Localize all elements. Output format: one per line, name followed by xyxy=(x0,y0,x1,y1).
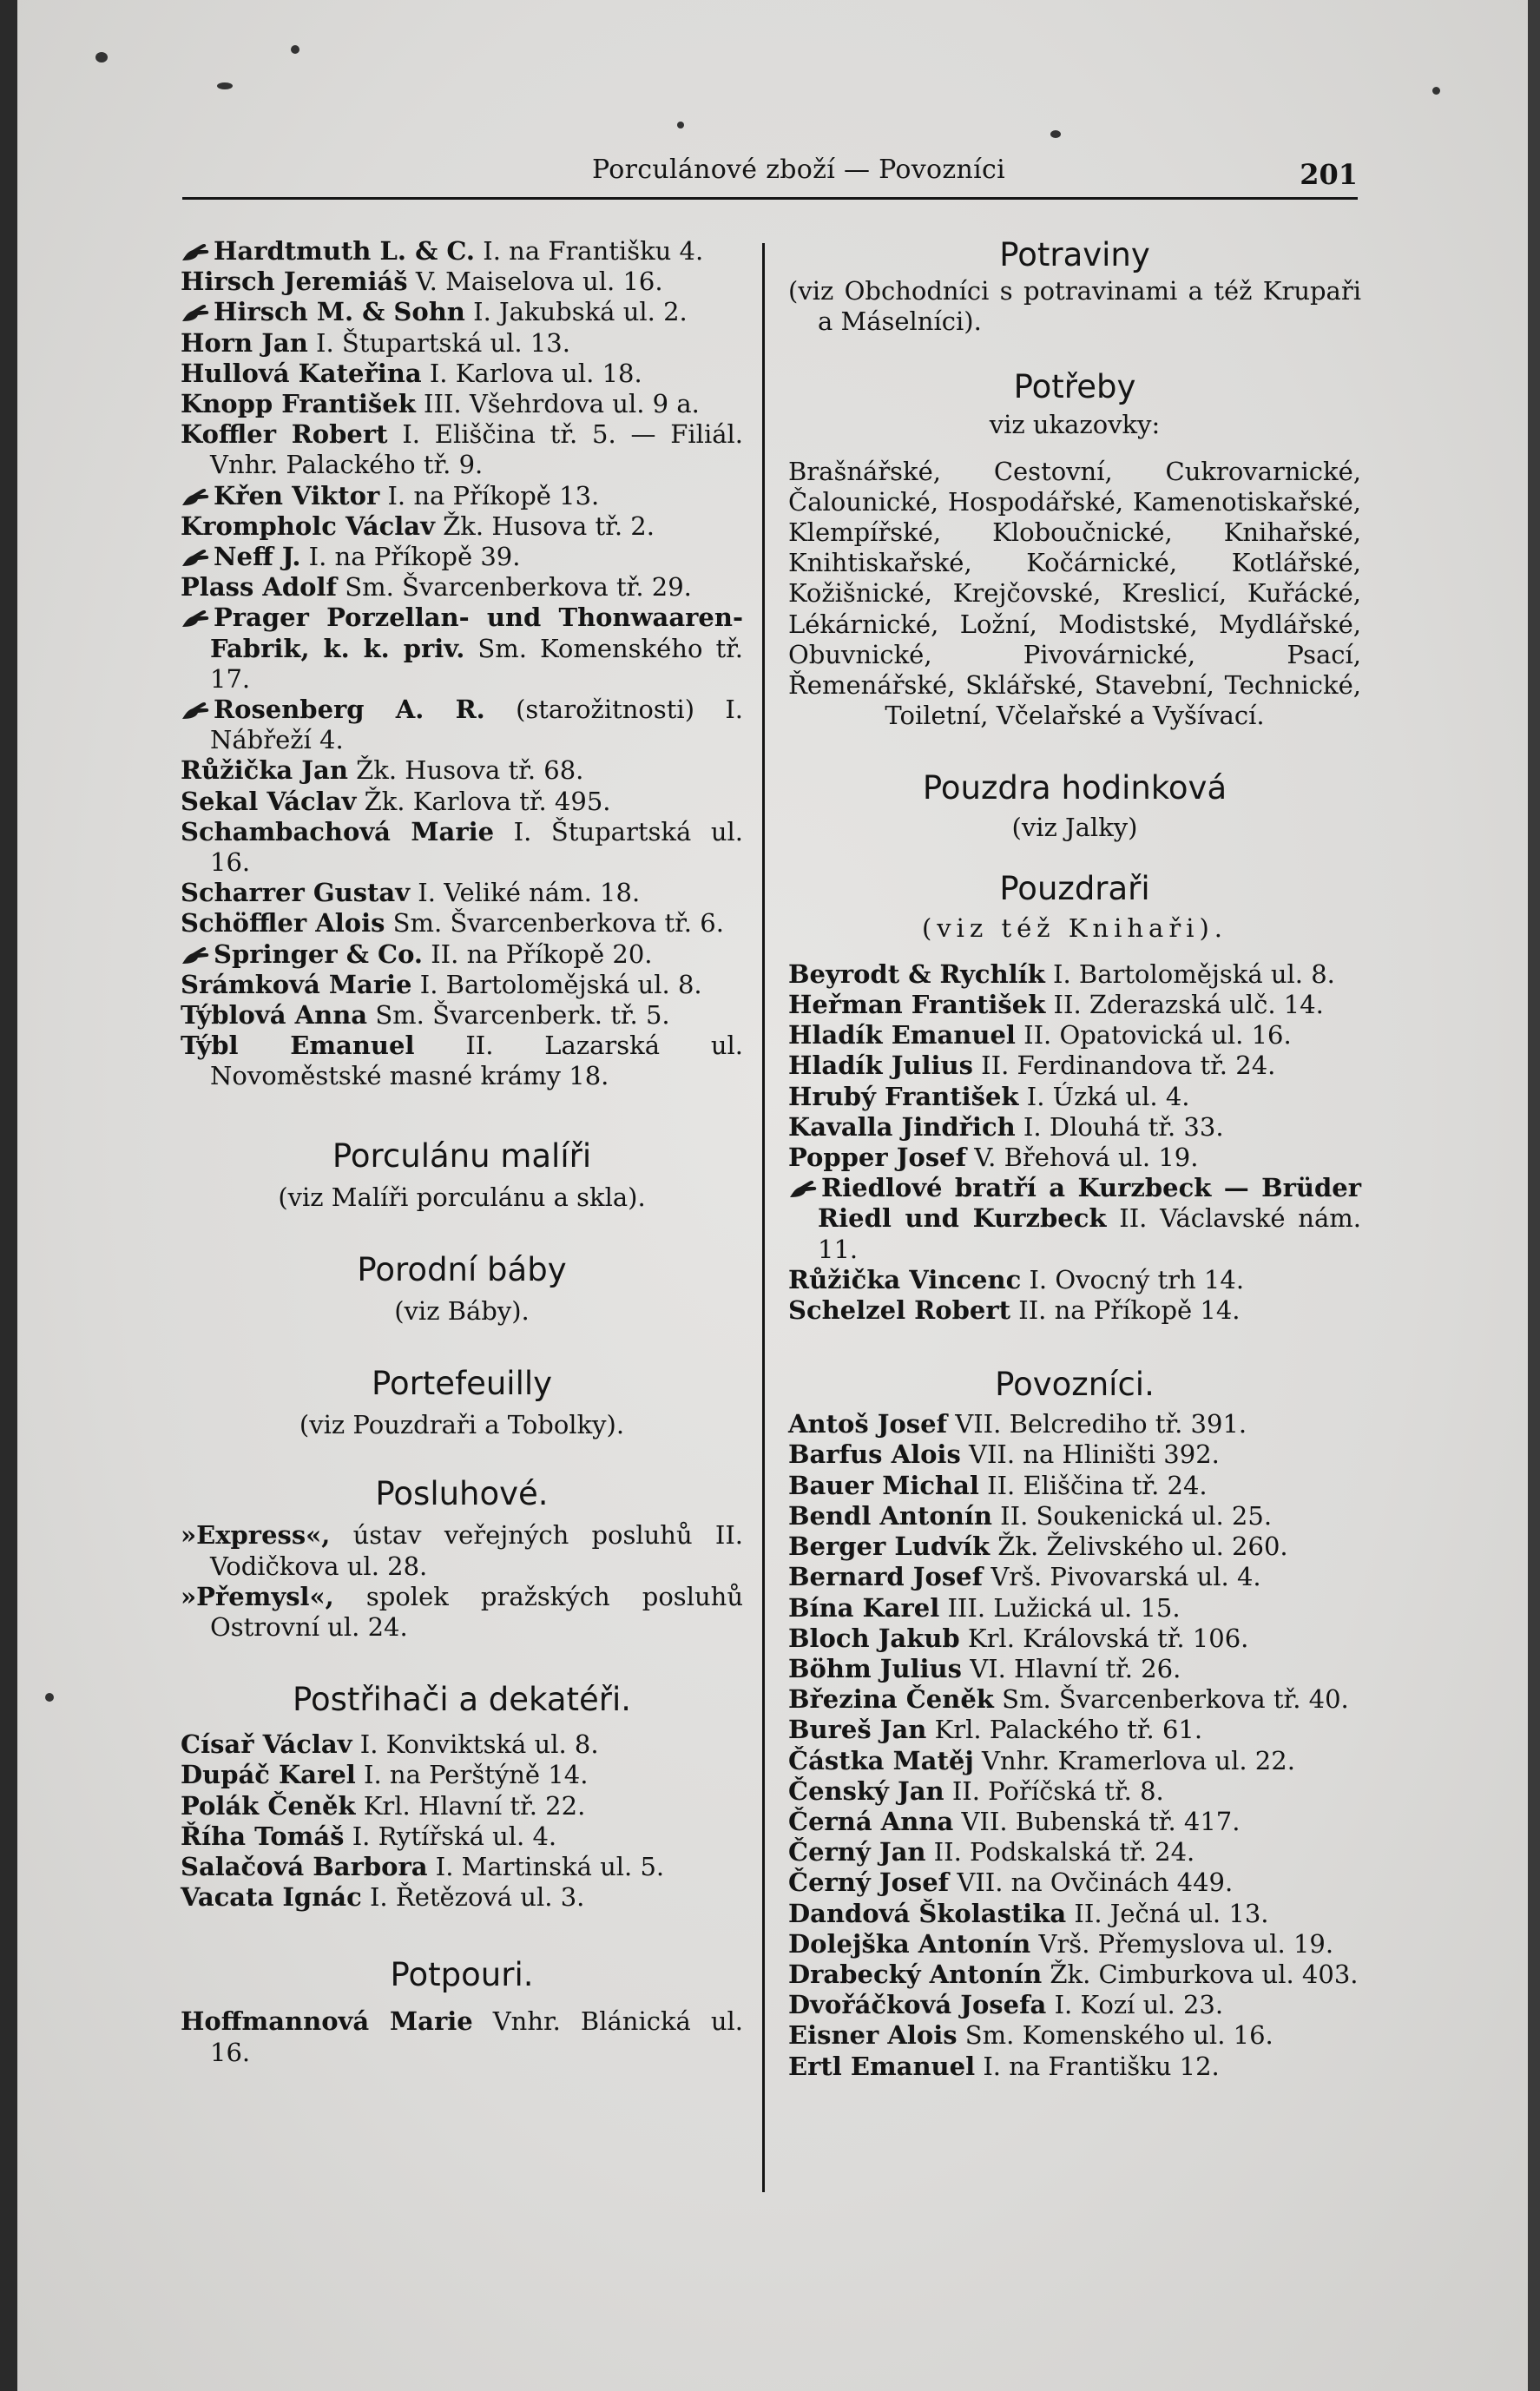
section-heading-portefeuilly: Portefeuilly xyxy=(371,1365,553,1403)
entry-name: Růžička Vincenc xyxy=(788,1264,1022,1294)
pointing-hand-icon xyxy=(788,1176,818,1199)
directory-entry xyxy=(181,236,743,267)
entry-address: VII. Belcrediho tř. 391. xyxy=(955,1409,1247,1439)
entry-address: Vnhr. Blánická ul. 16. xyxy=(210,2006,743,2067)
entry-address: II. Ječná ul. 13. xyxy=(1074,1898,1269,1928)
header-rule xyxy=(182,197,1358,200)
entry-address: I. Jakubská ul. 2. xyxy=(473,297,688,327)
entry-name: Křen Viktor xyxy=(214,480,380,510)
directory-entry xyxy=(788,1265,1361,1295)
entry-address: I. Štupartská ul. 16. xyxy=(210,816,743,878)
pointing-hand-icon xyxy=(181,300,210,323)
entry-name: Ertl Emanuel xyxy=(788,2051,976,2081)
section-heading-potraviny: Potraviny xyxy=(999,236,1150,273)
directory-entry xyxy=(788,1020,1361,1051)
entry-address: Sm. Švarcenberk. tř. 5. xyxy=(375,1000,670,1031)
potpouri-list xyxy=(181,2006,743,2067)
pointing-hand-icon xyxy=(181,606,210,629)
entry-name: Hirsch Jeremiáš xyxy=(181,267,408,297)
ink-speck xyxy=(291,45,299,54)
right-column xyxy=(788,236,1361,2082)
directory-entry xyxy=(181,970,743,1000)
entry-address: VI. Hlavní tř. 26. xyxy=(970,1653,1181,1683)
entry-name: Hirsch M. & Sohn xyxy=(214,297,465,327)
directory-entry xyxy=(181,1582,743,1643)
directory-entry xyxy=(181,603,743,695)
entry-address: VII. na Ovčinách 449. xyxy=(957,1867,1234,1898)
entry-name: Týblová Anna xyxy=(181,1000,368,1031)
entry-address: Sm. Švarcenberkova tř. 40. xyxy=(1002,1684,1349,1715)
section-note-portefeuilly: (viz Pouzdraři a Tobolky). xyxy=(299,1410,625,1440)
entry-name: Böhm Julius xyxy=(788,1653,962,1683)
ink-speck xyxy=(677,122,684,128)
section-heading-potreby: Potřeby xyxy=(1013,368,1136,406)
directory-entry xyxy=(788,1654,1361,1684)
entry-address: I. Konviktská ul. 8. xyxy=(359,1729,599,1760)
left-column xyxy=(181,236,743,2068)
entry-name: Heřman František xyxy=(788,990,1046,1020)
entry-name: Týbl Emanuel xyxy=(181,1031,415,1061)
entry-address: II. Soukenická ul. 25. xyxy=(1000,1500,1273,1531)
entry-name: Dandová Školastika xyxy=(788,1898,1067,1928)
entry-address: I. Martinská ul. 5. xyxy=(435,1851,665,1881)
entry-name: Březina Čeněk xyxy=(788,1684,994,1715)
pouzdrari-list xyxy=(788,959,1361,1326)
entry-name: Plass Adolf xyxy=(181,572,337,603)
entry-address: I. Bartolomějská ul. 8. xyxy=(419,969,702,999)
entry-name: Beyrodt & Rychlík xyxy=(788,958,1045,989)
entry-address: II. Opatovická ul. 16. xyxy=(1023,1020,1292,1051)
entry-address: I. Veliké nám. 18. xyxy=(418,878,641,908)
directory-entry xyxy=(788,1776,1361,1807)
entry-address: I. Eliščina tř. 5. — Filiál. Vnhr. Palackého tř. 9. xyxy=(210,419,744,480)
entry-address: I. Rytířská ul. 4. xyxy=(352,1821,557,1851)
entry-name: Drabecký Antonín xyxy=(788,1959,1043,1989)
entry-address: Vrš. Přemyslova ul. 19. xyxy=(1038,1928,1334,1959)
section-heading-porculanu-malíři: Porculánu malíři xyxy=(332,1136,592,1175)
ink-speck xyxy=(1432,87,1440,95)
entry-name: Růžička Jan xyxy=(181,755,348,786)
entry-name: Koffler Robert xyxy=(181,419,388,450)
directory-entry xyxy=(181,328,743,359)
directory-entry xyxy=(181,1520,743,1581)
directory-entry xyxy=(181,419,743,480)
entry-name: Neff J. xyxy=(214,542,301,572)
entry-address: I. Úzká ul. 4. xyxy=(1026,1081,1190,1111)
entry-name: Dolejška Antonín xyxy=(788,1928,1031,1959)
directory-entry xyxy=(788,1593,1361,1624)
entry-address: ústav veřejných posluhů II. Vodičkova ul. 28. xyxy=(210,1520,743,1581)
entry-name: »Přemysl«, xyxy=(181,1581,334,1611)
directory-entry xyxy=(181,1729,743,1760)
directory-entry xyxy=(788,2020,1361,2051)
entry-address: spolek pražských posluhů Ostrovní ul. 24. xyxy=(210,1581,743,1642)
entry-name: Horn Jan xyxy=(181,327,308,358)
directory-entry xyxy=(788,1960,1361,1990)
entry-name: Schambachová Marie xyxy=(181,816,495,846)
entry-address: II. Zderazská ulč. 14. xyxy=(1053,990,1324,1020)
directory-entry xyxy=(788,1409,1361,1439)
entry-name: Eisner Alois xyxy=(788,2020,958,2051)
entry-name: Barfus Alois xyxy=(788,1439,961,1470)
entry-address: V. Maiselova ul. 16. xyxy=(415,267,663,297)
pointing-hand-icon xyxy=(181,943,210,965)
entry-name: Sekal Václav xyxy=(181,786,357,816)
directory-entry xyxy=(788,1112,1361,1143)
entry-address: Vnhr. Kramerlova ul. 22. xyxy=(982,1745,1295,1775)
directory-entry xyxy=(788,1531,1361,1562)
section-heading-posluhove: Posluhové. xyxy=(375,1475,549,1513)
pointing-hand-icon xyxy=(181,698,210,721)
entry-address: I. Kozí ul. 23. xyxy=(1054,1990,1224,2020)
entry-address: Žk. Husova tř. 68. xyxy=(356,755,584,786)
entry-address: II. Lazarská ul. Novoměstské masné krámy 18. xyxy=(210,1031,743,1091)
entry-name: Prager Porzellan- und Thonwaaren-Fabrik, k. k. priv. xyxy=(210,603,743,663)
entry-address: Krl. Palackého tř. 61. xyxy=(934,1715,1203,1745)
entry-name: Springer & Co. xyxy=(214,939,423,969)
entry-address: Krl. Královská tř. 106. xyxy=(967,1623,1249,1653)
entry-name: Hladík Julius xyxy=(788,1051,973,1081)
entry-address: III. Všehrdova ul. 9 a. xyxy=(424,389,700,419)
directory-entry xyxy=(788,1929,1361,1960)
directory-entry xyxy=(788,1746,1361,1776)
entry-name: Bureš Jan xyxy=(788,1715,927,1745)
entry-address: I. Karlova ul. 18. xyxy=(429,358,642,388)
entry-address: I. na Příkopě 39. xyxy=(308,542,521,572)
entry-address: Žk. Husova tř. 2. xyxy=(443,510,655,541)
entry-name: Dupáč Karel xyxy=(181,1760,356,1790)
directory-entry xyxy=(181,1791,743,1821)
section-heading-porodni-baby: Porodní báby xyxy=(357,1250,567,1288)
entry-address: I. na Perštýně 14. xyxy=(364,1760,589,1790)
directory-entry xyxy=(181,817,743,878)
postrihaci-list xyxy=(181,1729,743,1913)
entry-address: I. Ovocný trh 14. xyxy=(1029,1264,1245,1294)
entry-name: Černý Josef xyxy=(788,1867,950,1898)
entry-name: Říha Tomáš xyxy=(181,1821,345,1851)
entry-name: Hardtmuth L. & C. xyxy=(214,236,476,266)
directory-entry xyxy=(788,1082,1361,1112)
entry-address: II. Eliščina tř. 24. xyxy=(987,1470,1208,1500)
directory-entry xyxy=(788,1143,1361,1173)
directory-entry xyxy=(181,389,743,419)
directory-entry xyxy=(181,1031,743,1091)
entry-name: Hoffmannová Marie xyxy=(181,2006,473,2037)
directory-entry xyxy=(788,1990,1361,2020)
entry-address: Sm. Švarcenberkova tř. 29. xyxy=(345,572,692,603)
directory-entry xyxy=(181,908,743,939)
entry-name: Bendl Antonín xyxy=(788,1500,992,1531)
entry-address: I. na Františku 4. xyxy=(483,236,704,266)
entry-name: »Express«, xyxy=(181,1520,331,1551)
column-divider xyxy=(762,243,765,2192)
entry-address: II. Ferdinandova tř. 24. xyxy=(981,1051,1276,1081)
entry-name: Bernard Josef xyxy=(788,1562,984,1592)
entry-address: Sm. Komenského ul. 16. xyxy=(964,2020,1273,2051)
directory-entry xyxy=(181,2006,743,2067)
directory-entry xyxy=(181,481,743,511)
entry-name: Černá Anna xyxy=(788,1806,954,1836)
entry-name: Salačová Barbora xyxy=(181,1851,428,1881)
ink-speck xyxy=(95,52,108,63)
entry-address: I. na Františku 12. xyxy=(983,2051,1220,2081)
section-heading-potpouri: Potpouri. xyxy=(390,1956,534,1994)
directory-entry xyxy=(181,1760,743,1790)
povoznici-list xyxy=(788,1409,1361,2081)
directory-entry xyxy=(788,1173,1361,1265)
section-heading-pouzdrari: Pouzdraři xyxy=(999,869,1150,907)
directory-entry xyxy=(788,1684,1361,1715)
directory-entry xyxy=(788,1471,1361,1501)
entry-name: Hullová Kateřina xyxy=(181,358,422,388)
entry-address: Žk. Želivského ul. 260. xyxy=(997,1531,1288,1562)
directory-entry xyxy=(181,755,743,786)
entry-address: VII. Bubenská tř. 417. xyxy=(961,1806,1241,1836)
entry-address: (starožitnosti) I. Nábřeží 4. xyxy=(210,695,743,755)
directory-entry xyxy=(181,1821,743,1852)
section-note-porculanu-malíři: (viz Malíři porculánu a skla). xyxy=(278,1182,646,1212)
entry-address: II. Podskalská tř. 24. xyxy=(933,1837,1195,1867)
directory-entry xyxy=(181,939,743,970)
entry-address: V. Břehová ul. 19. xyxy=(974,1143,1199,1173)
entry-name: Krompholc Václav xyxy=(181,510,435,541)
ink-speck xyxy=(1050,130,1061,138)
entry-address: I. Štupartská ul. 13. xyxy=(316,327,570,358)
entry-name: Bína Karel xyxy=(788,1592,940,1623)
entry-name: Vacata Ignác xyxy=(181,1882,362,1913)
entry-name: Hrubý František xyxy=(788,1081,1019,1111)
ink-speck xyxy=(217,82,233,89)
entry-name: Bauer Michal xyxy=(788,1470,979,1500)
pointing-hand-icon xyxy=(181,484,210,507)
directory-entry xyxy=(788,1624,1361,1654)
directory-entry xyxy=(788,1837,1361,1867)
directory-entry xyxy=(181,1882,743,1913)
left-page-edge xyxy=(0,0,17,2391)
entry-address: VII. na Hliništi 392. xyxy=(969,1439,1220,1470)
entry-name: Schöffler Alois xyxy=(181,908,385,939)
entry-address: Sm. Švarcenberkova tř. 6. xyxy=(392,908,724,939)
entry-name: Scharrer Gustav xyxy=(181,878,411,908)
entry-address: II. Poříčská tř. 8. xyxy=(951,1775,1164,1806)
section-note-pouzdra-hodinkova: (viz Jalky) xyxy=(1011,813,1138,843)
running-title: Porculánové zboží — Povozníci xyxy=(592,155,1005,185)
entry-address: I. Bartolomějská ul. 8. xyxy=(1053,958,1335,989)
posluhove-list xyxy=(181,1520,743,1643)
ink-speck xyxy=(45,1693,54,1702)
section-note-pouzdrari: (viz též Knihaři). xyxy=(921,912,1228,943)
entry-address: III. Lužická ul. 15. xyxy=(947,1592,1181,1623)
entry-address: Vrš. Pivovarská ul. 4. xyxy=(990,1562,1261,1592)
entry-name: Polák Čeněk xyxy=(181,1790,356,1821)
entry-address: I. Dlouhá tř. 33. xyxy=(1023,1111,1224,1142)
section-heading-povoznici: Povozníci. xyxy=(995,1366,1155,1404)
directory-entry xyxy=(788,2052,1361,2082)
directory-entry xyxy=(181,1000,743,1031)
page-number: 201 xyxy=(1300,158,1358,191)
entry-name: Dvořáčková Josefa xyxy=(788,1990,1047,2020)
entry-name: Císař Václav xyxy=(181,1729,352,1760)
directory-entry xyxy=(788,1439,1361,1470)
entry-name: Srámková Marie xyxy=(181,969,412,999)
entry-name: Černý Jan xyxy=(788,1837,926,1867)
entry-address: Krl. Hlavní tř. 22. xyxy=(363,1790,586,1821)
entry-name: Popper Josef xyxy=(788,1143,967,1173)
entry-name: Antoš Josef xyxy=(788,1409,948,1439)
directory-entry xyxy=(181,511,743,542)
directory-entry xyxy=(181,787,743,817)
directory-entry xyxy=(788,1295,1361,1326)
directory-entry xyxy=(181,878,743,908)
right-page-edge xyxy=(1528,0,1540,2391)
directory-entry xyxy=(181,572,743,603)
directory-entry xyxy=(181,267,743,297)
directory-entry xyxy=(181,297,743,327)
entry-address: Žk. Karlova tř. 495. xyxy=(364,786,611,816)
section-note-porodni-baby: (viz Báby). xyxy=(394,1295,530,1326)
directory-entry xyxy=(788,1867,1361,1898)
pointing-hand-icon xyxy=(181,545,210,568)
entry-address: II. Václavské nám. 11. xyxy=(818,1203,1361,1264)
directory-entry xyxy=(181,359,743,389)
section-heading-pouzdra-hodinkova: Pouzdra hodinková xyxy=(922,769,1227,807)
entry-address: I. Řetězová ul. 3. xyxy=(369,1882,585,1913)
directory-entry xyxy=(181,695,743,755)
directory-entry xyxy=(181,542,743,572)
entry-name: Rosenberg A. R. xyxy=(214,695,485,725)
entry-address: II. na Příkopě 14. xyxy=(1018,1295,1241,1326)
directory-entry xyxy=(788,1562,1361,1592)
section-note-potraviny: (viz Obchodníci s potravinami a též Krupaři a Máselníci). xyxy=(788,276,1361,337)
porcelain-continuation-list xyxy=(181,236,743,1092)
potreby-list-text: Brašnářské, Cestovní, Cukrovarnické, Čalounické, Hospodářské, Kamenotiskařské, Klempířské, Kloboučnické, Knihařské, Knihtiskařské, Kočárnické, Kotlářské, Kožišnické, Krejčovské, Kreslicí, Kuřácké, Lékárnické, Ložní, Modistské, Mydlářské, Obuvnické, Pivovárnické, Psací, Řemenářské, Sklářské, Stavební, Technické, Toiletní, Včelařské a Vyšívací. xyxy=(788,456,1361,731)
section-note-potreby: viz ukazovky: xyxy=(989,410,1161,440)
entry-name: Riedlové bratří a Kurzbeck — Brüder Riedl und Kurzbeck xyxy=(818,1173,1361,1234)
entry-address: Sm. Komenského tř. 17. xyxy=(210,633,743,694)
section-heading-postrihaci: Postřihači a dekatéři. xyxy=(292,1681,632,1719)
entry-name: Schelzel Robert xyxy=(788,1295,1011,1326)
directory-entry xyxy=(788,990,1361,1020)
entry-address: Žk. Cimburkova ul. 403. xyxy=(1050,1959,1359,1989)
directory-entry xyxy=(181,1852,743,1882)
directory-entry xyxy=(788,1715,1361,1745)
entry-name: Bloch Jakub xyxy=(788,1623,960,1653)
directory-entry xyxy=(788,1899,1361,1929)
entry-name: Hladík Emanuel xyxy=(788,1020,1016,1051)
entry-name: Knopp František xyxy=(181,389,416,419)
entry-name: Kavalla Jindřich xyxy=(788,1111,1016,1142)
pointing-hand-icon xyxy=(181,240,210,262)
directory-entry xyxy=(788,1501,1361,1531)
entry-address: II. na Příkopě 20. xyxy=(431,939,653,969)
entry-name: Čenský Jan xyxy=(788,1775,944,1806)
directory-entry xyxy=(788,1807,1361,1837)
entry-name: Částka Matěj xyxy=(788,1745,974,1775)
entry-name: Berger Ludvík xyxy=(788,1531,990,1562)
directory-entry xyxy=(788,959,1361,990)
directory-entry xyxy=(788,1051,1361,1081)
entry-address: I. na Příkopě 13. xyxy=(387,480,600,510)
